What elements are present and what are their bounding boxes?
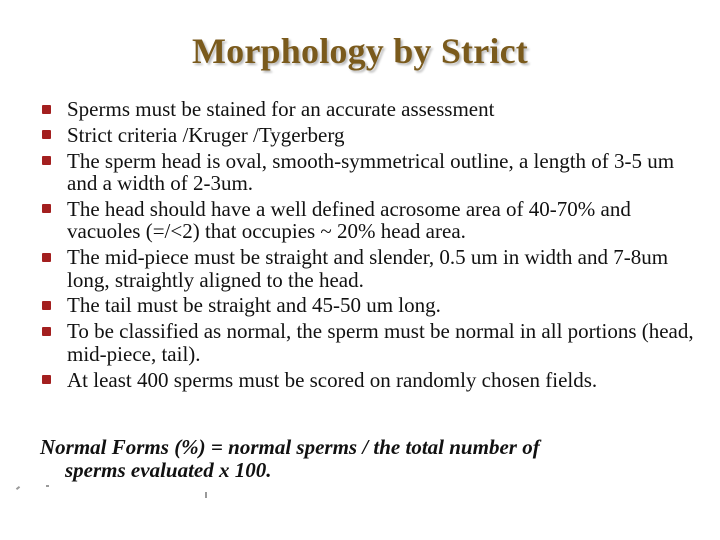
bullet-item	[42, 98, 702, 121]
bullet-text: Sperms must be stained for an accurate assessment	[67, 97, 495, 121]
formula-line-1: Normal Forms (%) = normal sperms / the total number of	[40, 435, 540, 459]
slide-title: Morphology by Strict	[192, 31, 528, 71]
bullet-text: The tail must be straight and 45-50 um long.	[67, 293, 441, 318]
bullet-square-icon	[42, 301, 51, 310]
bullet-item	[42, 198, 702, 243]
scan-speck	[205, 492, 207, 498]
bullet-square-icon	[42, 130, 51, 139]
scan-speck	[46, 485, 49, 487]
formula	[40, 436, 680, 481]
bullet-text: To be classified as normal, the sperm must be normal in all portions (head, mid-piece, tail).	[67, 319, 694, 366]
bullet-square-icon	[42, 204, 51, 213]
bullet-item	[42, 320, 702, 365]
bullet-list	[42, 98, 702, 394]
formula-line-2: sperms evaluated x 100.	[65, 457, 272, 482]
bullet-text: The sperm head is oval, smooth-symmetrical outline, a length of 3-5 um and a width of 2-3um.	[67, 148, 675, 196]
bullet-item	[42, 369, 702, 392]
bullet-square-icon	[42, 253, 51, 262]
bullet-square-icon	[42, 105, 51, 114]
scan-speck	[16, 486, 20, 490]
bullet-text: The head should have a well defined acrosome area of 40-70% and vacuoles (=/<2) that occupies ~ 20% head area.	[67, 196, 631, 244]
bullet-square-icon	[42, 375, 51, 384]
bullet-item	[42, 294, 702, 317]
bullet-item	[42, 150, 702, 195]
bullet-text: At least 400 sperms must be scored on randomly chosen fields.	[67, 367, 598, 392]
bullet-text: Strict criteria /Kruger /Tygerberg	[67, 122, 345, 147]
bullet-item	[42, 124, 702, 147]
bullet-item	[42, 246, 702, 291]
bullet-square-icon	[42, 156, 51, 165]
bullet-square-icon	[42, 327, 51, 336]
bullet-text: The mid-piece must be straight and slender, 0.5 um in width and 7-8um long, straightly aligned to the head.	[67, 245, 669, 292]
